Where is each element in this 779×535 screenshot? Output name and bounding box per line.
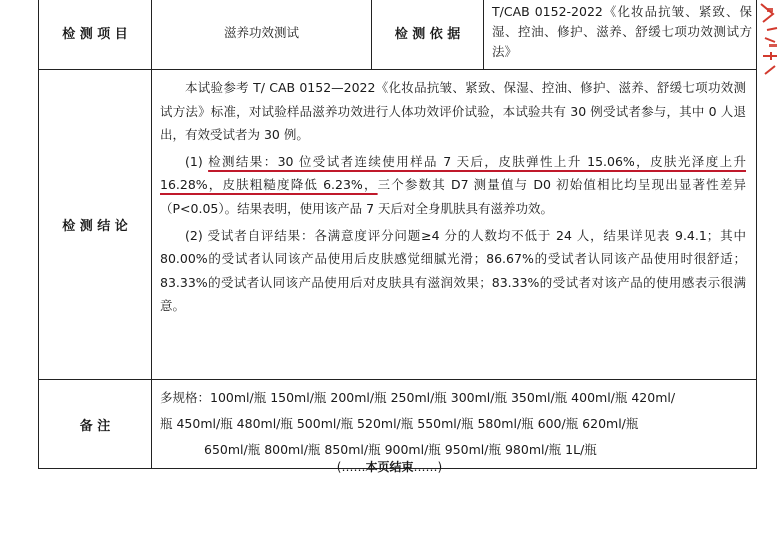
conclusion-paragraph-result <box>160 150 746 221</box>
conclusion-paragraph-self-eval: (2) 受试者自评结果：各满意度评分问题≥4 分的人数均不低于 24 人，结果详见表 9.4.1；其中 80.00%的受试者认同该产品使用后皮肤感觉细腻光滑；86.67%的受试者认同该产品使用时很舒适；83.33%的受试者认同该产品使用后对皮肤具有滋润效果；83.33%的受试者对该产品的使用感表示很满意。 <box>160 227 746 314</box>
page-end-text: 本页结束 <box>365 460 414 474</box>
report-table <box>38 0 757 469</box>
result-number: (1) <box>185 153 209 169</box>
result-highlight-underlined: 检测结果：30 位受试者连续使用样品 7 天后，皮肤弹性上升 15.06%，皮肤光泽度上升 16.28%，皮肤粗糙度降低 6.23%， <box>160 153 746 193</box>
remarks-line: 瓶 450ml/瓶 480ml/瓶 500ml/瓶 520ml/瓶 550ml/瓶 580ml/瓶 600/瓶 620ml/瓶 <box>160 416 639 431</box>
conclusion-row <box>39 70 757 380</box>
conclusion-paragraph-intro: 本试验参考 T/ CAB 0152—2022《化妆品抗皱、紧致、保湿、控油、修护、滋养、舒缓七项功效测试方法》标准，对试验样品滋养功效进行人体功效评价试验，本试验共有 30 例受试者参与，其中 0 人退出，有效受试者为 30 例。 <box>160 80 746 143</box>
page-end-marker <box>0 458 779 475</box>
remarks-label: 备 注 <box>39 380 152 469</box>
test-basis-value: T/CAB 0152-2022《化妆品抗皱、紧致、保湿、控油、修护、滋养、舒缓七项功效测试方法》 <box>484 0 757 70</box>
seal-stamp-edge <box>757 0 779 120</box>
remarks-content <box>152 380 757 469</box>
test-item-row <box>39 0 757 70</box>
remarks-row <box>39 380 757 469</box>
page-end-dots-left: (…… <box>336 460 366 474</box>
test-item-value: 滋养功效测试 <box>152 0 372 70</box>
remarks-line: 650ml/瓶 800ml/瓶 850ml/瓶 900ml/瓶 950ml/瓶 980ml/瓶 1L/瓶 <box>204 442 597 457</box>
conclusion-label: 检 测 结 论 <box>39 70 152 380</box>
page-end-dots-right: ……) <box>413 460 443 474</box>
test-basis-label: 检 测 依 据 <box>372 0 484 70</box>
result-remainder: 三个参数其 D7 测量值与 D0 初始值相比均呈现出显著性差异（P<0.05）。结果表明，使用该产品 7 天后对全身肌肤具有滋养功效。 <box>160 177 746 216</box>
test-item-label: 检 测 项 目 <box>39 0 152 70</box>
conclusion-content <box>152 70 757 380</box>
remarks-line: 多规格：100ml/瓶 150ml/瓶 200ml/瓶 250ml/瓶 300ml/瓶 350ml/瓶 400ml/瓶 420ml/ <box>160 390 676 405</box>
